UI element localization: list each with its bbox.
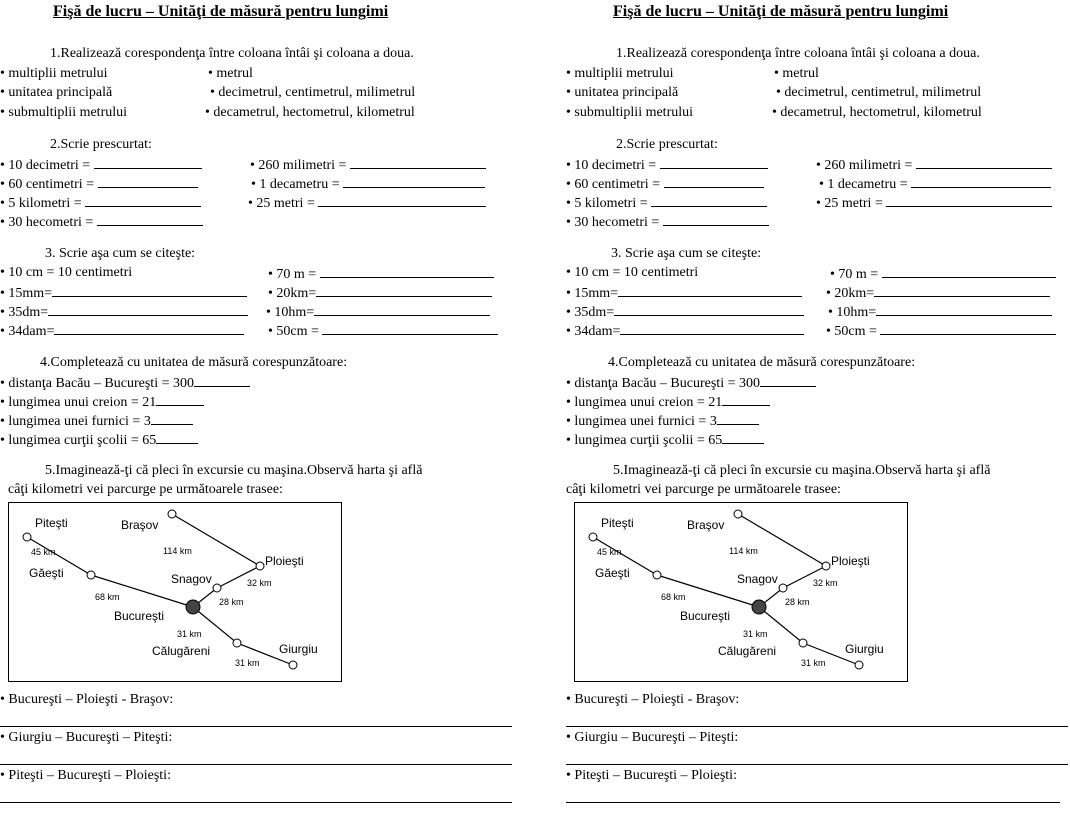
worksheet-right xyxy=(566,0,1070,820)
distance-label: 68 km xyxy=(661,592,686,602)
answer-blank[interactable] xyxy=(717,412,759,425)
answer-blank[interactable] xyxy=(94,156,202,169)
ex1-right-item: • metrul xyxy=(774,66,819,81)
ex2-right-item: • 1 decametru = xyxy=(819,177,908,192)
distance-label: 31 km xyxy=(177,629,202,639)
city-marker xyxy=(213,584,221,592)
ex3-left-item: • 35dm= xyxy=(0,305,49,320)
route-map xyxy=(8,502,342,682)
ex2-heading: 2.Scrie prescurtat: xyxy=(50,137,152,152)
answer-blank[interactable] xyxy=(760,374,816,387)
answer-blank[interactable] xyxy=(722,393,770,406)
ex3-left-item: • 34dam= xyxy=(566,324,621,339)
answer-blank[interactable] xyxy=(156,393,204,406)
answer-blank[interactable] xyxy=(664,175,764,188)
ex3-heading: 3. Scrie aşa cum se citeşte: xyxy=(45,246,196,261)
ex1-left-item: • multiplii metrului xyxy=(566,66,674,81)
ex3-right-item: • 50cm = xyxy=(268,324,319,339)
ex3-right-item: • 10hm= xyxy=(828,305,877,320)
worksheet-left xyxy=(0,0,520,820)
distance-label: 28 km xyxy=(219,597,244,607)
answer-blank[interactable] xyxy=(880,322,1056,335)
answer-blank[interactable] xyxy=(48,303,248,316)
answer-line[interactable] xyxy=(566,802,1060,803)
ex3-left-item: • 34dam= xyxy=(0,324,55,339)
ex4-item: • lungimea unei furnici = 3 xyxy=(0,414,151,429)
ex2-left-item: • 30 hecometri = xyxy=(0,215,94,230)
worksheet-title: Fişă de lucru – Unităţi de măsură pentru lungimi xyxy=(613,3,949,20)
answer-blank[interactable] xyxy=(314,303,490,316)
ex1-right-item: • decametrul, hectometrul, kilometrul xyxy=(772,105,982,120)
ex1-left-item: • submultiplii metrului xyxy=(566,105,694,120)
ex3-heading: 3. Scrie aşa cum se citeşte: xyxy=(611,246,762,261)
answer-blank[interactable] xyxy=(54,322,244,335)
route-item: • Giurgiu – Bucureşti – Piteşti: xyxy=(0,730,173,745)
capital-marker xyxy=(186,600,200,614)
ex3-right-item: • 20km= xyxy=(268,286,317,301)
ex4-heading: 4.Completează cu unitatea de măsură corespunzătoare: xyxy=(608,355,916,370)
distance-label: 45 km xyxy=(597,547,622,557)
ex3-right-item: • 10hm= xyxy=(266,305,315,320)
distance-label: 45 km xyxy=(31,547,56,557)
answer-blank[interactable] xyxy=(322,322,498,335)
city-label: Ploieşti xyxy=(831,554,870,568)
ex4-heading: 4.Completează cu unitatea de măsură corespunzătoare: xyxy=(40,355,348,370)
city-label: Braşov xyxy=(687,518,725,532)
route-item: • Piteşti – Bucureşti – Ploieşti: xyxy=(566,768,737,783)
ex5-heading: 5.Imaginează-ţi că pleci în excursie cu maşina.Observă harta şi află xyxy=(45,463,423,478)
route-item: • Bucureşti – Ploieşti - Braşov: xyxy=(566,692,740,707)
city-label: Giurgiu xyxy=(279,642,318,656)
answer-line[interactable] xyxy=(0,802,512,803)
answer-line[interactable] xyxy=(0,726,512,727)
ex3-right-item: • 70 m = xyxy=(268,267,317,282)
ex5-heading-cont: câţi kilometri vei parcurge pe următoarele trasee: xyxy=(8,482,283,497)
answer-blank[interactable] xyxy=(316,284,492,297)
worksheet-title: Fişă de lucru – Unităţi de măsură pentru lungimi xyxy=(53,3,389,20)
ex2-right-item: • 1 decametru = xyxy=(251,177,340,192)
answer-blank[interactable] xyxy=(663,213,769,226)
ex4-item: • lungimea unui creion = 21 xyxy=(566,395,723,410)
city-marker xyxy=(855,661,863,669)
city-marker xyxy=(653,571,661,579)
city-label: Găeşti xyxy=(29,566,64,580)
answer-blank[interactable] xyxy=(98,175,198,188)
ex3-example: • 10 cm = 10 centimetri xyxy=(566,265,699,280)
ex2-right-item: • 260 milimetri = xyxy=(250,158,347,173)
ex2-left-item: • 10 decimetri = xyxy=(0,158,91,173)
answer-blank[interactable] xyxy=(194,374,250,387)
answer-blank[interactable] xyxy=(151,412,193,425)
ex2-right-item: • 25 metri = xyxy=(248,196,315,211)
answer-blank[interactable] xyxy=(874,284,1050,297)
city-marker xyxy=(168,510,176,518)
city-marker xyxy=(822,562,830,570)
ex2-left-item: • 60 centimetri = xyxy=(0,177,95,192)
city-marker xyxy=(23,533,31,541)
answer-blank[interactable] xyxy=(651,194,767,207)
answer-blank[interactable] xyxy=(85,194,201,207)
distance-label: 28 km xyxy=(785,597,810,607)
route-item: • Bucureşti – Ploieşti - Braşov: xyxy=(0,692,174,707)
answer-blank[interactable] xyxy=(52,284,247,297)
city-label: Bucureşti xyxy=(114,609,165,623)
city-label: Braşov xyxy=(121,518,159,532)
distance-label: 68 km xyxy=(95,592,120,602)
answer-blank[interactable] xyxy=(156,431,198,444)
city-label: Călugăreni xyxy=(152,644,211,658)
route-item: • Giurgiu – Bucureşti – Piteşti: xyxy=(566,730,739,745)
ex1-right-item: • decametrul, hectometrul, kilometrul xyxy=(205,105,415,120)
ex1-left-item: • unitatea principală xyxy=(566,85,679,100)
ex4-item: • lungimea curţii şcolii = 65 xyxy=(0,433,157,448)
city-label: Călugăreni xyxy=(718,644,777,658)
ex2-left-item: • 5 kilometri = xyxy=(566,196,648,211)
ex3-right-item: • 50cm = xyxy=(826,324,877,339)
answer-blank[interactable] xyxy=(618,284,802,297)
ex1-right-item: • decimetrul, centimetrul, milimetrul xyxy=(210,85,416,100)
ex5-heading: 5.Imaginează-ţi că pleci în excursie cu maşina.Observă harta şi află xyxy=(613,463,991,478)
answer-line[interactable] xyxy=(0,764,512,765)
distance-label: 32 km xyxy=(813,578,838,588)
answer-blank[interactable] xyxy=(722,431,764,444)
ex4-item: • distanţa Bacău – Bucureşti = 300 xyxy=(0,376,194,391)
route-item: • Piteşti – Bucureşti – Ploieşti: xyxy=(0,768,171,783)
city-label: Piteşti xyxy=(601,516,634,530)
ex2-left-item: • 30 hecometri = xyxy=(566,215,660,230)
ex2-left-item: • 60 centimetri = xyxy=(566,177,661,192)
answer-blank[interactable] xyxy=(318,194,486,207)
ex4-item: • distanţa Bacău – Bucureşti = 300 xyxy=(566,376,760,391)
distance-label: 32 km xyxy=(247,578,272,588)
answer-line[interactable] xyxy=(566,764,1068,765)
city-label: Giurgiu xyxy=(845,642,884,656)
ex3-left-item: • 15mm= xyxy=(0,286,53,301)
city-label: Găeşti xyxy=(595,566,630,580)
ex5-heading-cont: câţi kilometri vei parcurge pe următoarele trasee: xyxy=(566,482,841,497)
ex3-right-item: • 70 m = xyxy=(830,267,879,282)
ex1-right-item: • decimetrul, centimetrul, milimetrul xyxy=(776,85,982,100)
answer-blank[interactable] xyxy=(876,303,1052,316)
ex2-heading: 2.Scrie prescurtat: xyxy=(616,137,718,152)
ex2-right-item: • 25 metri = xyxy=(816,196,883,211)
ex4-item: • lungimea unui creion = 21 xyxy=(0,395,157,410)
city-label: Snagov xyxy=(737,572,778,586)
ex3-left-item: • 35dm= xyxy=(566,305,615,320)
answer-blank[interactable] xyxy=(350,156,486,169)
answer-blank[interactable] xyxy=(660,156,768,169)
city-label: Bucureşti xyxy=(680,609,731,623)
answer-blank[interactable] xyxy=(882,265,1056,278)
ex1-heading: 1.Realizează corespondenţa între coloana întâi şi coloana a doua. xyxy=(50,46,414,61)
city-label: Piteşti xyxy=(35,516,68,530)
city-marker xyxy=(589,533,597,541)
city-label: Snagov xyxy=(171,572,212,586)
ex1-right-item: • metrul xyxy=(208,66,253,81)
ex1-heading: 1.Realizează corespondenţa între coloana întâi şi coloana a doua. xyxy=(616,46,980,61)
distance-label: 31 km xyxy=(235,658,260,668)
city-marker xyxy=(87,571,95,579)
ex2-right-item: • 260 milimetri = xyxy=(816,158,913,173)
answer-blank[interactable] xyxy=(343,175,485,188)
ex3-left-item: • 15mm= xyxy=(566,286,619,301)
answer-blank[interactable] xyxy=(97,213,203,226)
city-marker xyxy=(233,639,241,647)
ex2-left-item: • 10 decimetri = xyxy=(566,158,657,173)
capital-marker xyxy=(752,600,766,614)
distance-label: 31 km xyxy=(801,658,826,668)
city-label: Ploieşti xyxy=(265,554,304,568)
ex4-item: • lungimea curţii şcolii = 65 xyxy=(566,433,723,448)
answer-blank[interactable] xyxy=(620,322,804,335)
ex1-left-item: • submultiplii metrului xyxy=(0,105,128,120)
distance-label: 114 km xyxy=(163,546,192,556)
ex2-left-item: • 5 kilometri = xyxy=(0,196,82,211)
ex3-right-item: • 20km= xyxy=(826,286,875,301)
answer-blank[interactable] xyxy=(911,175,1051,188)
answer-blank[interactable] xyxy=(916,156,1052,169)
answer-blank[interactable] xyxy=(320,265,494,278)
answer-blank[interactable] xyxy=(614,303,804,316)
ex4-item: • lungimea unei furnici = 3 xyxy=(566,414,717,429)
distance-label: 31 km xyxy=(743,629,768,639)
answer-blank[interactable] xyxy=(886,194,1052,207)
city-marker xyxy=(779,584,787,592)
city-marker xyxy=(799,639,807,647)
ex1-left-item: • multiplii metrului xyxy=(0,66,108,81)
city-marker xyxy=(289,661,297,669)
answer-line[interactable] xyxy=(566,726,1068,727)
city-marker xyxy=(734,510,742,518)
ex3-example: • 10 cm = 10 centimetri xyxy=(0,265,133,280)
city-marker xyxy=(256,562,264,570)
ex1-left-item: • unitatea principală xyxy=(0,85,113,100)
distance-label: 114 km xyxy=(729,546,758,556)
route-map xyxy=(574,502,908,682)
